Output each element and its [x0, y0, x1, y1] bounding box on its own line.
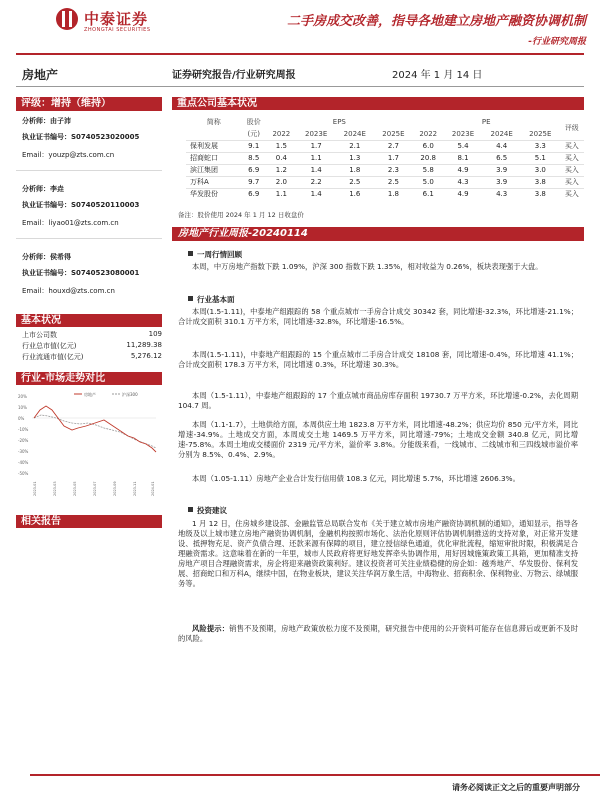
- company-rating: 买入: [560, 188, 584, 200]
- cell-value: 2.5: [335, 176, 374, 188]
- header-divider: [16, 53, 584, 55]
- col-price: 股价: [246, 118, 261, 126]
- cell-value: 4.3: [482, 188, 521, 200]
- cell-value: 2.3: [374, 164, 413, 176]
- cell-value: 4.3: [444, 176, 483, 188]
- company-name: 滨江集团: [186, 164, 242, 176]
- cell-value: 9.7: [242, 176, 266, 188]
- section-investment-advice: 投资建议: [188, 505, 227, 516]
- company-name: 招商蛇口: [186, 152, 242, 164]
- cell-value: 6.9: [242, 188, 266, 200]
- related-reports-bar: 相关报告: [16, 515, 162, 528]
- cell-value: 2.7: [374, 140, 413, 152]
- cell-value: 20.8: [413, 152, 444, 164]
- subheader-divider: [16, 86, 584, 87]
- cell-value: 5.4: [444, 140, 483, 152]
- cell-value: 5.1: [521, 152, 560, 164]
- cell-value: 2.5: [374, 176, 413, 188]
- company-rating: 买入: [560, 152, 584, 164]
- basic-status-bar: 基本状况: [16, 314, 162, 327]
- cell-value: 1.1: [266, 188, 297, 200]
- key-companies-table: 简称 股价 EPS PE 评级 (元) 2022 2023E 2024E 2025E 2022 2023E 2024E 2025E 保利发展 9.1 1.5 1.7 2.1 2.7 6.0 5.4 4.4 3.3 买入 招商蛇口 8.5 0.4 1.1 1.3 1.7 20.8 8.1 6.5 5.1 买入 滨江集团 6.9 1.2 1.4 1.8 2.3 5.8 4.9 3.9 3.0 买入 万科A 9.7 2.0 2.2 2.5 2.5 5.0 4.3 3.9 3.8 买入 华发股份 6.9 1.1 1.4 1.6 1.8 6.1 4.9 4.3 3.8 买入: [186, 116, 584, 200]
- stat-row-float-cap: 行业流通市值(亿元) 5,276.12: [22, 352, 162, 361]
- col-eps: EPS: [332, 118, 346, 126]
- divider: [16, 170, 162, 171]
- cell-value: 8.5: [242, 152, 266, 164]
- cell-value: 3.3: [521, 140, 560, 152]
- logo-icon: [56, 8, 78, 30]
- cell-value: 4.9: [444, 164, 483, 176]
- cell-value: 0.4: [266, 152, 297, 164]
- section-fundamentals: 行业基本面: [188, 294, 235, 305]
- fundamentals-paragraph-4: 本周（1.1-1.7），土地供给方面，本周供应土地 1823.8 万平方米，同比增速-48.2%；供应均价 850 元/平方米，同比增速-34.9%。土地成交方面，本周成交土地 1469.5 万平方米，同比增速-79%；土地成交金额 340.8 亿元，同比增速-75.8%。本周土地成交楼面价 2319 元/平方米，溢价率 3.8%。分能级来看，一线城市、二线城市和三四线城市溢价率分别为 8.5%、0.4%、2.9%。: [178, 420, 578, 459]
- cell-value: 4.4: [482, 140, 521, 152]
- report-type: 证券研究报告/行业研究周报: [172, 70, 296, 81]
- analyst-1-name: 分析师：由子沛: [22, 117, 71, 125]
- cell-value: 6.5: [482, 152, 521, 164]
- cell-value: 6.1: [413, 188, 444, 200]
- cell-value: 9.1: [242, 140, 266, 152]
- cell-value: 1.4: [297, 164, 336, 176]
- company-name: 保利发展: [186, 140, 242, 152]
- x-tick: 2023-03: [53, 481, 57, 496]
- logo-english-text: ZHONGTAI SECURITIES: [84, 27, 151, 33]
- footer-disclaimer: 请务必阅读正文之后的重要声明部分: [452, 783, 580, 792]
- cell-value: 6.9: [242, 164, 266, 176]
- x-tick: 2023-05: [73, 481, 77, 496]
- divider: [16, 238, 162, 239]
- table-note: 备注：股价使用 2024 年 1 月 12 日收盘价: [178, 211, 304, 219]
- company-row: [186, 188, 584, 200]
- company-name: 万科A: [186, 176, 242, 188]
- col-rating: 评级: [564, 123, 579, 132]
- cell-value: 1.3: [335, 152, 374, 164]
- report-headline: 二手房成交改善，指导各地建立房地产融资协调机制: [286, 14, 586, 29]
- cell-value: 5.0: [413, 176, 444, 188]
- investment-advice-paragraph: 1 月 12 日，住房城乡建设部、金融监管总局联合发布《关于建立城市房地产融资协调机制的通知》，通知显示，指导各地级及以上城市建立房地产融资协调机制，金融机构按照市场化、法治化原则评估协调机制推送的支持对象，对正常开发建设、抵押物充足、资产负债合理、还款来源有保障的项目，建立授信绿色通道，优化审批流程，缩短审批时限，积极满足合理融资需求。这意味着在新的一年里，城市人民政府将更好地发挥牵头协调作用，用好因城施策政策工具箱，更加精准支持房地产项目合理融资需求，房企将迎来融资政策利好。建议投资者可关注业绩稳健的房企如：越秀地产、华发股份、保利发展、招商蛇口和万科A，继续中国，在物业板块，建议关注华润万象生活，中海物业、招商积余、保利物业、万物云、绿城服务等。: [178, 519, 578, 588]
- footer-divider: [30, 774, 600, 776]
- y-tick: 20%: [18, 394, 27, 399]
- fundamentals-paragraph-3: 本周（1.5-1.11），中泰地产组跟踪的 17 个重点城市商品房库存面积 19730.7 万平方米，环比增速-0.2%，去化周期 104.7 周。: [178, 391, 578, 410]
- rating-bar: 评级：增持（维持）: [16, 97, 162, 111]
- cell-value: 3.8: [521, 188, 560, 200]
- weekly-title-bar: 房地产行业周报-20240114: [172, 227, 584, 241]
- fundamentals-paragraph-5: 本周（1.05-1.11）房地产企业合计发行信用债 108.3 亿元，同比增速 5.7%，环比增速 2606.3%。: [192, 474, 520, 483]
- analyst-2-email: Email：liyao01@zts.com.cn: [22, 219, 119, 227]
- x-tick: 2023-09: [113, 481, 117, 496]
- x-tick: 2023-01: [33, 481, 37, 496]
- cell-value: 1.7: [374, 152, 413, 164]
- series-index-line: [34, 415, 156, 448]
- industry-label: 房地产: [22, 68, 59, 82]
- legend-index: 沪深300: [122, 392, 138, 397]
- cell-value: 2.1: [335, 140, 374, 152]
- company-row: [186, 152, 584, 164]
- trend-chart: [16, 388, 162, 506]
- cell-value: 8.1: [444, 152, 483, 164]
- cell-value: 1.6: [335, 188, 374, 200]
- y-tick: 10%: [18, 405, 27, 410]
- cell-value: 2.2: [297, 176, 336, 188]
- trend-bar: 行业-市场走势对比: [16, 372, 162, 385]
- cell-value: 6.0: [413, 140, 444, 152]
- cell-value: 3.8: [521, 176, 560, 188]
- analyst-1-cert: 执业证书编号：S0740523020005: [22, 133, 140, 141]
- y-tick: -50%: [18, 471, 29, 476]
- y-tick: -20%: [18, 438, 29, 443]
- market-review-paragraph: 本周，中万房地产指数下跌 1.09%，沪深 300 指数下跌 1.35%，相对收益为 0.26%，板块表现强于大盘。: [192, 262, 543, 271]
- cell-value: 1.7: [297, 140, 336, 152]
- cell-value: 1.1: [297, 152, 336, 164]
- analyst-3-name: 分析师：侯希得: [22, 253, 71, 261]
- cell-value: 3.0: [521, 164, 560, 176]
- company-row: [186, 140, 584, 152]
- company-rating: 买入: [560, 176, 584, 188]
- legend-industry: 房地产: [84, 392, 96, 397]
- col-name: 简称: [206, 118, 221, 126]
- x-tick: 2023-11: [133, 481, 137, 496]
- cell-value: 3.9: [482, 164, 521, 176]
- y-tick: 0%: [18, 416, 25, 421]
- cell-value: 3.9: [482, 176, 521, 188]
- cell-value: 4.9: [444, 188, 483, 200]
- company-row: [186, 164, 584, 176]
- cell-value: 1.4: [297, 188, 336, 200]
- col-pe: PE: [481, 118, 491, 126]
- analyst-2-name: 分析师：李垚: [22, 185, 64, 193]
- analyst-3-cert: 执业证书编号：S0740523080001: [22, 269, 140, 277]
- x-tick: 2023-07: [93, 481, 97, 496]
- section-market-review: 一周行情回顾: [188, 249, 242, 260]
- cell-value: 1.8: [374, 188, 413, 200]
- report-subhead: -行业研究周报: [528, 37, 586, 47]
- cell-value: 1.5: [266, 140, 297, 152]
- cell-value: 1.2: [266, 164, 297, 176]
- stat-row-total-cap: 行业总市值(亿元) 11,289.38: [22, 341, 162, 350]
- cell-value: 2.0: [266, 176, 297, 188]
- company-rating: 买入: [560, 164, 584, 176]
- analyst-3-email: Email：houxd@zts.com.cn: [22, 287, 115, 295]
- x-tick: 2024-01: [151, 481, 155, 496]
- series-industry-line: [34, 406, 156, 452]
- price-unit: (元): [247, 129, 260, 138]
- cell-value: 5.8: [413, 164, 444, 176]
- company-name: 华发股份: [186, 188, 242, 200]
- analyst-2-cert: 执业证书编号：S0740520110003: [22, 201, 140, 209]
- y-tick: -30%: [18, 449, 29, 454]
- logo-text: 中泰证券: [84, 10, 149, 28]
- company-rating: 买入: [560, 140, 584, 152]
- risk-warning: 风险提示：销售不及预期，房地产政策放松力度不及预期，研究报告中使用的公开资料可能存在信息滞后或更新不及时的风险。: [178, 624, 579, 643]
- stat-row-listed-count: 上市公司数 109: [22, 330, 162, 339]
- key-companies-bar: 重点公司基本状况: [172, 97, 584, 110]
- analyst-1-email: Email：youzp@zts.com.cn: [22, 151, 115, 159]
- y-tick: -10%: [18, 427, 29, 432]
- cell-value: 1.8: [335, 164, 374, 176]
- fundamentals-paragraph-1: 本周(1.5-1.11)，中泰地产组跟踪的 58 个重点城市一手房合计成交 30342 套，同比增速-32.3%，环比增速-21.1%；合计成交面积 310.1 万平方米，同比增速-32.8%，环比增速-16.5%。: [178, 307, 578, 326]
- report-date: 2024 年 1 月 14 日: [392, 70, 483, 81]
- company-row: [186, 176, 584, 188]
- y-tick: -40%: [18, 460, 29, 465]
- fundamentals-paragraph-2: 本周(1.5-1.11)，中泰地产组跟踪的 15 个重点城市二手房合计成交 18108 套，同比增速-0.4%，环比增速 41.1%；合计成交面积 178.3 万平方米，同比增速 0.3%，环比增速 30.3%。: [178, 350, 578, 369]
